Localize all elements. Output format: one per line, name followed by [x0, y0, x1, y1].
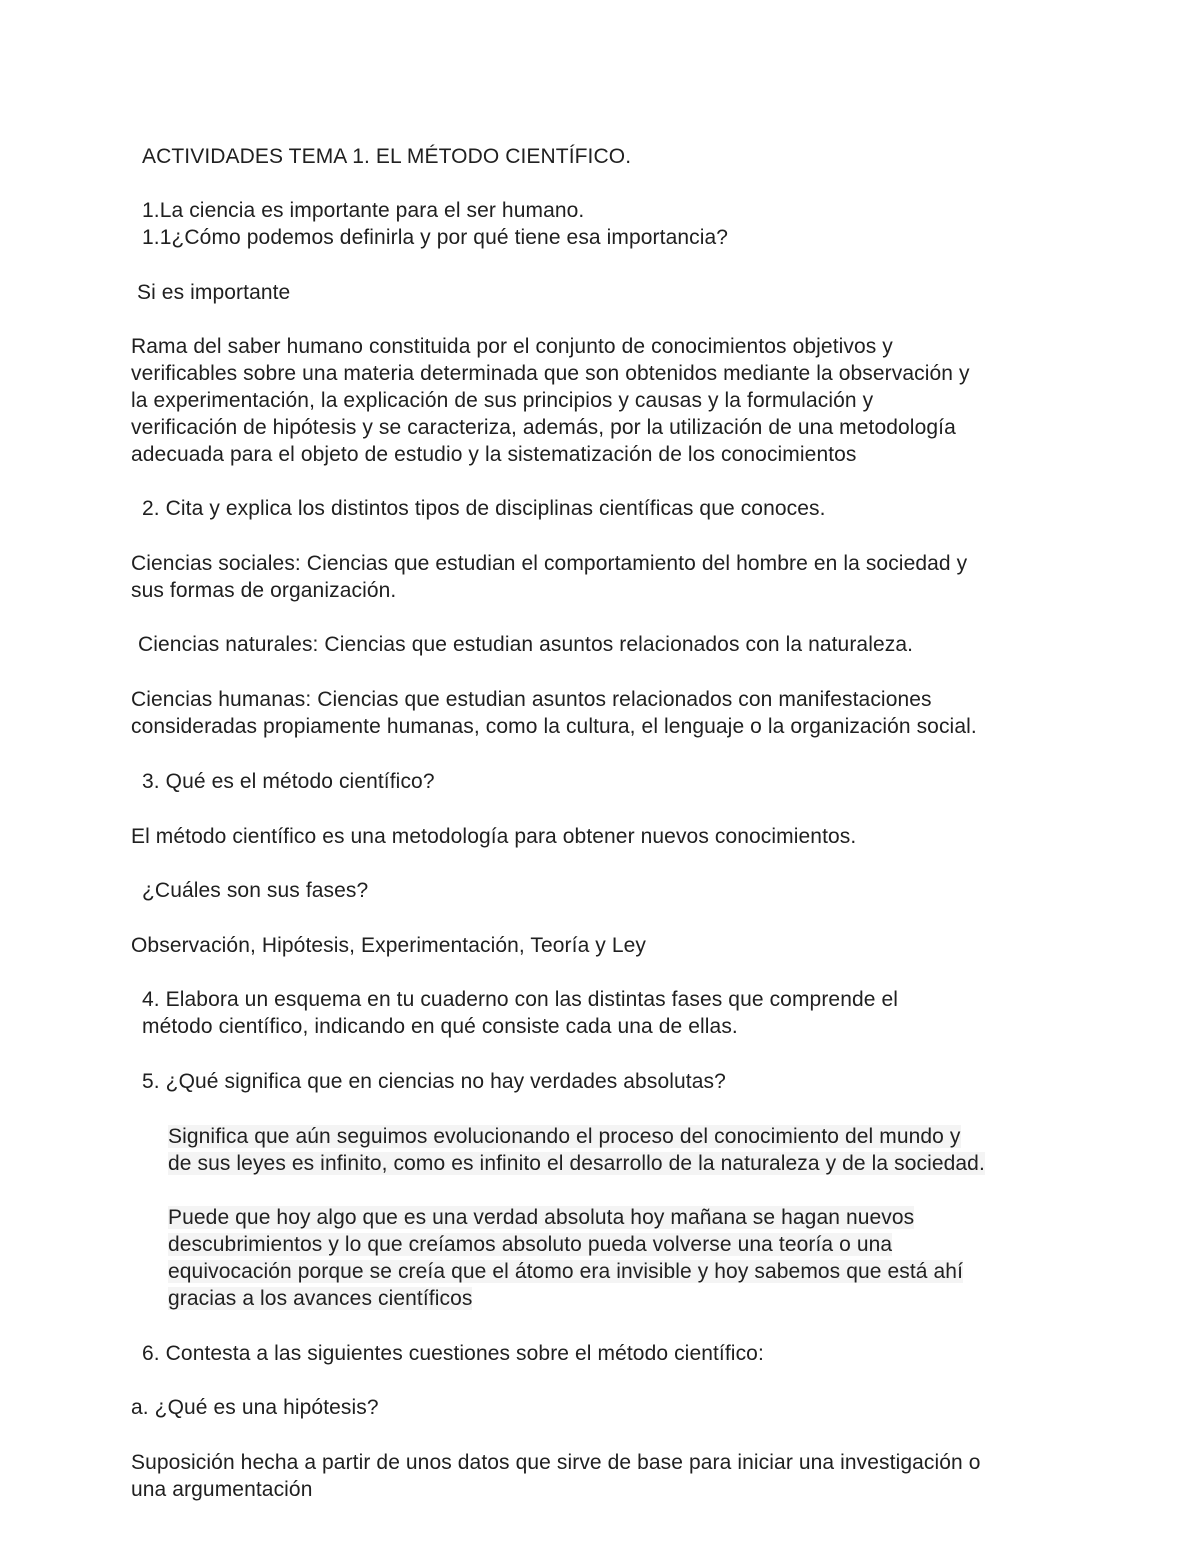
answer-5-text: de sus leyes es infinito, como es infinito el desarrollo de la naturaleza y de la sociedad.: [168, 1152, 985, 1175]
social-sciences-line: sus formas de organización.: [131, 579, 397, 602]
document-title: ACTIVIDADES TEMA 1. EL MÉTODO CIENTÍFICO.: [142, 145, 632, 168]
question-2: 2. Cita y explica los distintos tipos de disciplinas científicas que conoces.: [142, 497, 826, 520]
answer-5b-text: gracias a los avances científicos: [168, 1287, 473, 1310]
phases-question: ¿Cuáles son sus fases?: [142, 879, 369, 902]
phases-answer: Observación, Hipótesis, Experimentación, Teoría y Ley: [131, 934, 646, 957]
answer-5b-text: descubrimientos y lo que creíamos absoluto pueda volverse una teoría o una: [168, 1233, 893, 1256]
answer-5b-line: [168, 1285, 472, 1312]
answer-5b-line: [168, 1258, 963, 1285]
question-3: 3. Qué es el método científico?: [142, 770, 435, 793]
human-sciences-line: consideradas propiamente humanas, como la cultura, el lenguaje o la organización social.: [131, 715, 977, 738]
question-1-1: 1.1¿Cómo podemos definirla y por qué tiene esa importancia?: [142, 226, 729, 249]
answer-5-line: [168, 1150, 985, 1177]
answer-5b-line: [168, 1204, 914, 1231]
answer-1-line: verificables sobre una materia determinada que son obtenidos mediante la observación y: [131, 362, 970, 385]
answer-5-text: Significa que aún seguimos evolucionando el proceso del conocimiento del mundo y: [168, 1125, 961, 1148]
natural-sciences-line: Ciencias naturales: Ciencias que estudian asuntos relacionados con la naturaleza.: [138, 633, 914, 656]
question-4-line: método científico, indicando en qué consiste cada una de ellas.: [142, 1015, 738, 1038]
answer-5-line: [168, 1123, 961, 1150]
answer-6a-line: una argumentación: [131, 1478, 313, 1501]
question-4-line: 4. Elabora un esquema en tu cuaderno con las distintas fases que comprende el: [142, 988, 899, 1011]
answer-1-line: la experimentación, la explicación de sus principios y causas y la formulación y: [131, 389, 874, 412]
answer-6a-line: Suposición hecha a partir de unos datos que sirve de base para iniciar una investigación o: [131, 1451, 981, 1474]
answer-1-line: adecuada para el objeto de estudio y la sistematización de los conocimientos: [131, 443, 857, 466]
human-sciences-line: Ciencias humanas: Ciencias que estudian asuntos relacionados con manifestaciones: [131, 688, 932, 711]
answer-1-line: Rama del saber humano constituida por el conjunto de conocimientos objetivos y: [131, 335, 893, 358]
social-sciences-line: Ciencias sociales: Ciencias que estudian el comportamiento del hombre en la sociedad y: [131, 552, 968, 575]
answer-1-short: Si es importante: [137, 281, 291, 304]
answer-5b-text: Puede que hoy algo que es una verdad absoluta hoy mañana se hagan nuevos: [168, 1206, 915, 1229]
answer-5b-text: equivocación porque se creía que el átomo era invisible y hoy sabemos que está ahí: [168, 1260, 964, 1283]
answer-3: El método científico es una metodología para obtener nuevos conocimientos.: [131, 825, 857, 848]
question-1-title: 1.La ciencia es importante para el ser humano.: [142, 199, 585, 222]
answer-1-line: verificación de hipótesis y se caracteriza, además, por la utilización de una metodología: [131, 416, 956, 439]
question-5: 5. ¿Qué significa que en ciencias no hay verdades absolutas?: [142, 1070, 726, 1093]
question-6: 6. Contesta a las siguientes cuestiones sobre el método científico:: [142, 1342, 764, 1365]
answer-5b-line: [168, 1231, 892, 1258]
question-6a: a. ¿Qué es una hipótesis?: [131, 1396, 379, 1419]
